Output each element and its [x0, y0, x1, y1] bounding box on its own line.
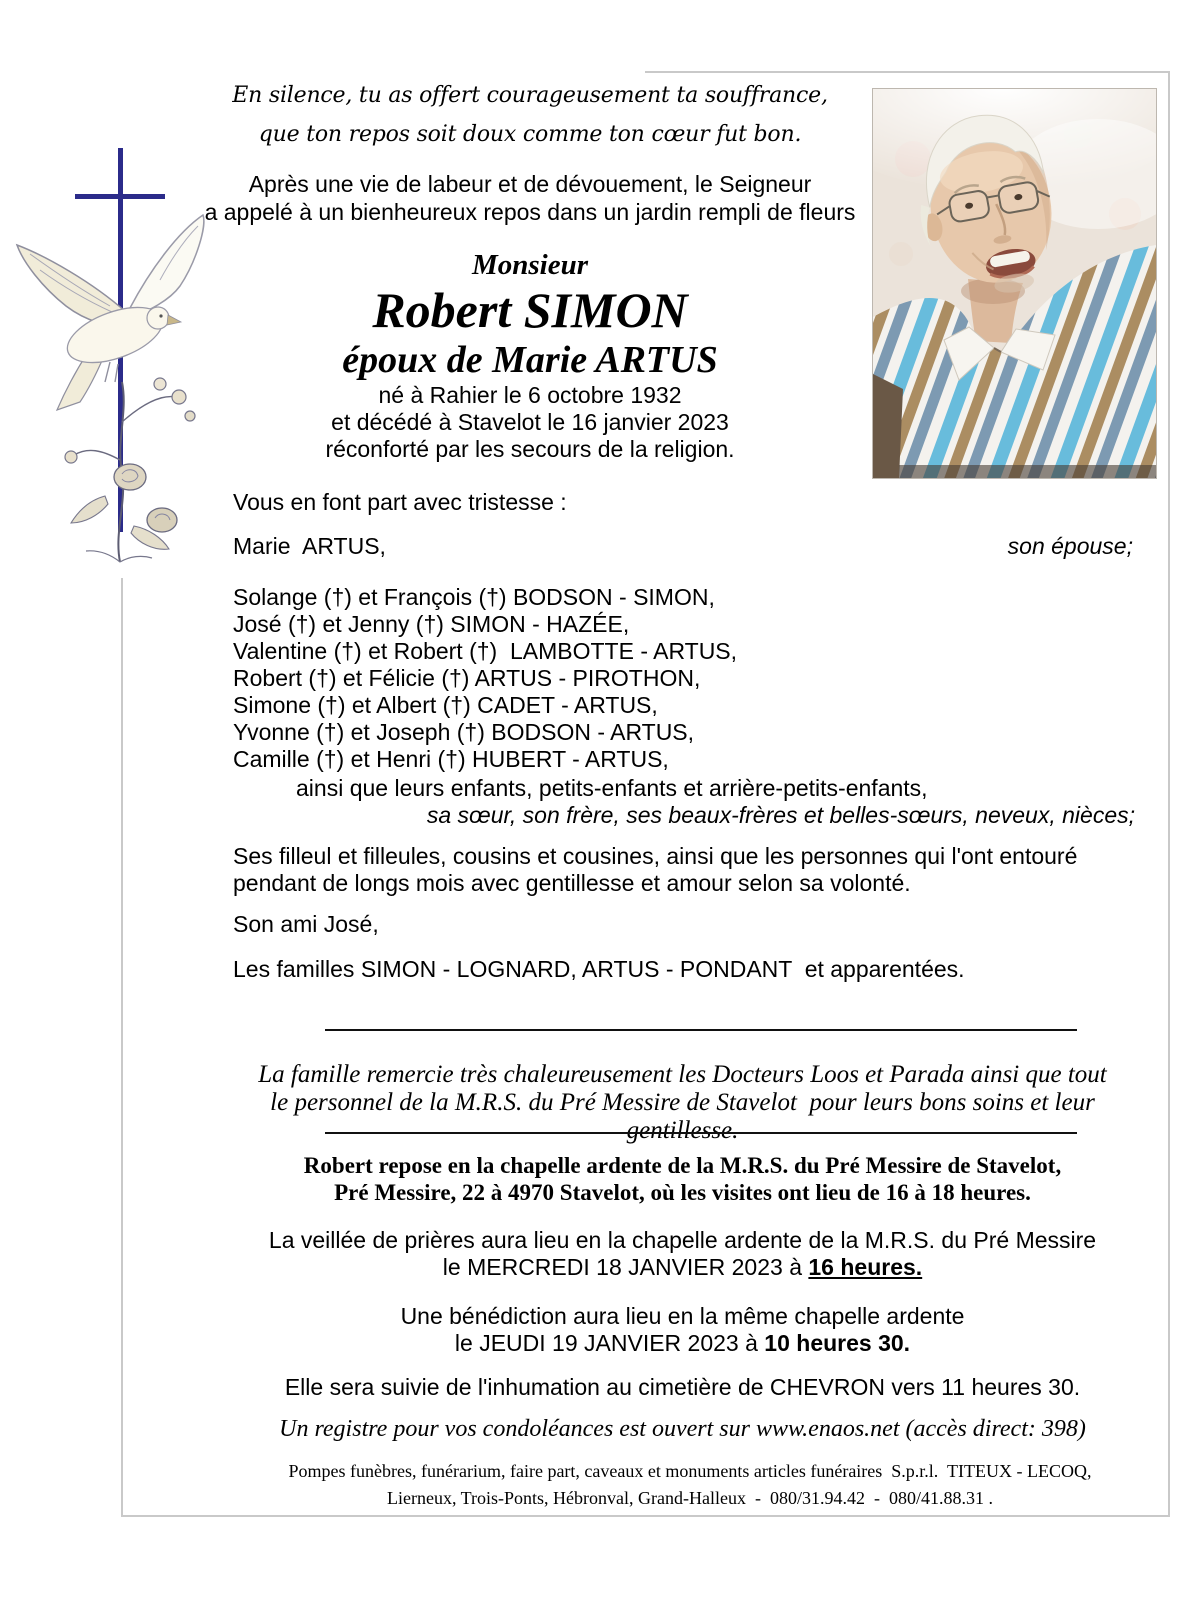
scan-border-bottom: [121, 1515, 1170, 1517]
deceased-title: Monsieur: [471, 249, 589, 281]
siblings-line: sa sœur, son frère, ses beaux-frères et belles-sœurs, neveux, nièces;: [426, 802, 1135, 828]
benediction-time: 10 heures 30.: [764, 1330, 911, 1356]
divider-line-1: [325, 1029, 1077, 1031]
repose-line1: Robert repose en la chapelle ardente de la M.R.S. du Pré Messire de Stavelot,: [303, 1153, 1062, 1178]
scan-border-top: [645, 71, 1169, 73]
benediction-line2: [230, 1330, 1135, 1357]
deceased-block: [180, 248, 880, 463]
family-line: Simone (†) et Albert (†) CADET - ARTUS,: [233, 692, 658, 718]
register-line: Un registre pour vos condoléances est ouvert sur www.enaos.net (accès direct: 398): [279, 1416, 1086, 1442]
family-list: [233, 584, 737, 773]
godchildren-paragraph: Ses filleul et filleules, cousins et cousines, ainsi que les personnes qui l'ont entouré pendant de longs mois avec gentillesse et amour selon sa volonté.: [233, 843, 1084, 896]
burial-line: Elle sera suivie de l'inhumation au cimetière de CHEVRON vers 11 heures 30.: [284, 1374, 1081, 1400]
intro-line2: a appelé à un bienheureux repos dans un jardin rempli de fleurs: [204, 199, 856, 225]
thanks-line1: La famille remercie très chaleureusement les Docteurs Loos et Parada ainsi que tout: [258, 1061, 1107, 1088]
epigraph: [180, 76, 880, 154]
epigraph-line2: que ton repos soit doux comme ton cœur fut bon.: [258, 122, 802, 147]
footer-line2: Lierneux, Trois-Ponts, Hébronval, Grand-Halleux - 080/31.94.42 - 080/41.88.31 .: [387, 1488, 993, 1508]
portrait-photo: [872, 88, 1157, 479]
family-line: José (†) et Jenny (†) SIMON - HAZÉE,: [233, 611, 630, 637]
thanks-line2: le personnel de la M.R.S. du Pré Messire de Stavelot pour leurs bons soins et leur gentillesse.: [270, 1089, 1102, 1144]
friend-line: Son ami José,: [233, 911, 379, 937]
family-line: Valentine (†) et Robert (†) LAMBOTTE - ARTUS,: [233, 638, 738, 664]
footer-line1: Pompes funèbres, funérarium, faire part, caveaux et monuments articles funéraires S.p.r.l. TITEUX - LECOQ,: [288, 1461, 1092, 1481]
vigil-block: [230, 1227, 1135, 1281]
scan-border-left: [121, 578, 123, 1517]
vigil-line1: La veillée de prières aura lieu en la chapelle ardente de la M.R.S. du Pré Messire: [268, 1227, 1097, 1253]
deceased-birth: né à Rahier le 6 octobre 1932: [378, 382, 682, 408]
vigil-time: 16 heures.: [808, 1254, 923, 1280]
epigraph-line1: En silence, tu as offert courageusement ta souffrance,: [232, 83, 828, 108]
vigil-line2-prefix: le MERCREDI 18 JANVIER 2023 à: [442, 1254, 809, 1280]
announcement-intro: Vous en font part avec tristesse :: [233, 489, 567, 515]
benediction-block: [230, 1303, 1135, 1357]
benediction-line2-prefix: le JEUDI 19 JANVIER 2023 à: [454, 1330, 765, 1356]
portrait-photo-illustration: [873, 89, 1156, 478]
widow-name: Marie ARTUS,: [233, 533, 386, 559]
repose-line2: Pré Messire, 22 à 4970 Stavelot, où les visites ont lieu de 16 à 18 heures.: [334, 1180, 1031, 1205]
intro-text: [180, 170, 880, 226]
widow-row: [233, 533, 1133, 560]
benediction-line1: Une bénédiction aura lieu en la même chapelle ardente: [400, 1303, 965, 1329]
scan-border-right: [1168, 71, 1170, 1517]
family-line: Solange (†) et François (†) BODSON - SIMON,: [233, 584, 715, 610]
family-line: Camille (†) et Henri (†) HUBERT - ARTUS,: [233, 746, 669, 772]
family-line: Yvonne (†) et Joseph (†) BODSON - ARTUS,: [233, 719, 695, 745]
footer-block: [225, 1458, 1155, 1512]
widow-role: son épouse;: [1007, 533, 1133, 559]
vigil-line2: [230, 1254, 1135, 1281]
deceased-death: et décédé à Stavelot le 16 janvier 2023: [331, 409, 729, 435]
repose-block: [230, 1152, 1135, 1206]
deceased-name: Robert SIMON: [372, 282, 688, 338]
deceased-spouse-line: époux de Marie ARTUS: [342, 339, 718, 381]
divider-line-2: [325, 1132, 1077, 1134]
family-line: Robert (†) et Félicie (†) ARTUS - PIROTHON,: [233, 665, 701, 691]
children-line: ainsi que leurs enfants, petits-enfants et arrière-petits-enfants,: [296, 775, 928, 801]
families-line: Les familles SIMON - LOGNARD, ARTUS - PONDANT et apparentées.: [233, 956, 965, 982]
deceased-religion: réconforté par les secours de la religion.: [325, 436, 735, 462]
intro-line1: Après une vie de labeur et de dévouement, le Seigneur: [248, 171, 812, 197]
